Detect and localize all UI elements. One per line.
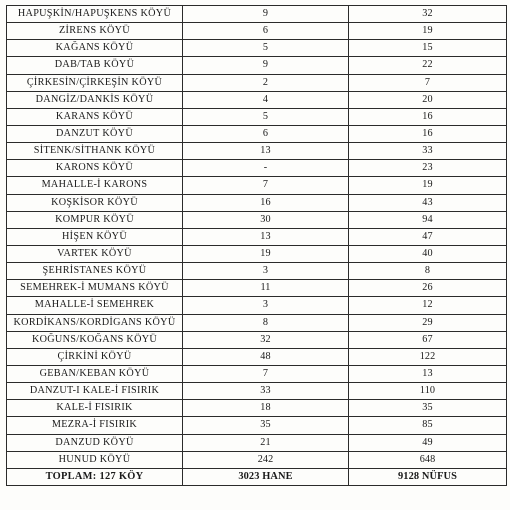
household-count-cell: 9 <box>183 57 349 74</box>
population-count-cell: 20 <box>349 91 507 108</box>
population-count-cell: 110 <box>349 383 507 400</box>
household-count-cell: 18 <box>183 400 349 417</box>
village-name-cell: KALE-İ FISIRIK <box>7 400 183 417</box>
population-count-cell: 33 <box>349 143 507 160</box>
household-count-cell: - <box>183 160 349 177</box>
population-count-cell: 122 <box>349 348 507 365</box>
household-count-cell: 9 <box>183 6 349 23</box>
village-name-cell: HİŞEN KÖYÜ <box>7 228 183 245</box>
table-row <box>7 211 507 228</box>
table-row <box>7 331 507 348</box>
household-count-cell: 21 <box>183 434 349 451</box>
table-row <box>7 74 507 91</box>
village-name-cell: SİTENK/SİTHANK KÖYÜ <box>7 143 183 160</box>
village-name-cell: KOMPUR KÖYÜ <box>7 211 183 228</box>
population-count-cell: 26 <box>349 280 507 297</box>
village-name-cell: HAPUŞKİN/HAPUŞKENS KÖYÜ <box>7 6 183 23</box>
village-name-cell: MEZRA-İ FISIRIK <box>7 417 183 434</box>
village-name-cell: DANGİZ/DANKİS KÖYÜ <box>7 91 183 108</box>
household-count-cell: 33 <box>183 383 349 400</box>
household-count-cell: 16 <box>183 194 349 211</box>
household-count-cell: 11 <box>183 280 349 297</box>
table-row <box>7 245 507 262</box>
village-name-cell: KOŞKİSOR KÖYÜ <box>7 194 183 211</box>
household-count-cell: 5 <box>183 108 349 125</box>
population-count-cell: 8 <box>349 263 507 280</box>
population-count-cell: 648 <box>349 451 507 468</box>
household-count-cell: 4 <box>183 91 349 108</box>
table-row <box>7 314 507 331</box>
population-count-cell: 32 <box>349 6 507 23</box>
population-count-cell: 16 <box>349 108 507 125</box>
household-count-cell: 5 <box>183 40 349 57</box>
population-count-cell: 19 <box>349 23 507 40</box>
table-row <box>7 348 507 365</box>
village-name-cell: VARTEK KÖYÜ <box>7 245 183 262</box>
population-count-cell: 35 <box>349 400 507 417</box>
table-row <box>7 280 507 297</box>
table-row <box>7 177 507 194</box>
table-row <box>7 160 507 177</box>
household-count-cell: 3 <box>183 297 349 314</box>
table-row <box>7 383 507 400</box>
village-name-cell: GEBAN/KEBAN KÖYÜ <box>7 365 183 382</box>
household-count-cell: 6 <box>183 23 349 40</box>
household-count-cell: 7 <box>183 177 349 194</box>
population-count-cell: 16 <box>349 125 507 142</box>
village-name-cell: SEMEHREK-İ MUMANS KÖYÜ <box>7 280 183 297</box>
table-row <box>7 400 507 417</box>
household-count-cell: 35 <box>183 417 349 434</box>
population-count-cell: 67 <box>349 331 507 348</box>
table-row <box>7 40 507 57</box>
table-row <box>7 228 507 245</box>
table-row <box>7 297 507 314</box>
table-row <box>7 57 507 74</box>
population-count-cell: 94 <box>349 211 507 228</box>
village-name-cell: DANZUT-I KALE-İ FISIRIK <box>7 383 183 400</box>
table-row <box>7 6 507 23</box>
village-name-cell: ÇİRKİNİ KÖYÜ <box>7 348 183 365</box>
table-row <box>7 143 507 160</box>
village-name-cell: KARONS KÖYÜ <box>7 160 183 177</box>
household-count-cell: 7 <box>183 365 349 382</box>
total-row <box>7 468 507 485</box>
village-name-cell: ŞEHRİSTANES KÖYÜ <box>7 263 183 280</box>
household-count-cell: 32 <box>183 331 349 348</box>
village-population-table <box>6 5 507 486</box>
table-row <box>7 91 507 108</box>
village-name-cell: MAHALLE-İ SEMEHREK <box>7 297 183 314</box>
household-count-cell: 3 <box>183 263 349 280</box>
population-count-cell: 9128 NÜFUS <box>349 468 507 485</box>
household-count-cell: 8 <box>183 314 349 331</box>
household-count-cell: 19 <box>183 245 349 262</box>
population-count-cell: 12 <box>349 297 507 314</box>
household-count-cell: 3023 HANE <box>183 468 349 485</box>
population-count-cell: 19 <box>349 177 507 194</box>
table-row <box>7 108 507 125</box>
table-row <box>7 417 507 434</box>
table-row <box>7 125 507 142</box>
village-name-cell: KARANS KÖYÜ <box>7 108 183 125</box>
village-name-cell: KORDİKANS/KORDİGANS KÖYÜ <box>7 314 183 331</box>
population-count-cell: 29 <box>349 314 507 331</box>
village-name-cell: ÇİRKESİN/ÇİRKEŞİN KÖYÜ <box>7 74 183 91</box>
village-name-cell: TOPLAM: 127 KÖY <box>7 468 183 485</box>
household-count-cell: 13 <box>183 228 349 245</box>
household-count-cell: 48 <box>183 348 349 365</box>
village-name-cell: DANZUD KÖYÜ <box>7 434 183 451</box>
population-count-cell: 13 <box>349 365 507 382</box>
household-count-cell: 30 <box>183 211 349 228</box>
population-count-cell: 22 <box>349 57 507 74</box>
table-row <box>7 23 507 40</box>
household-count-cell: 6 <box>183 125 349 142</box>
village-name-cell: KAĞANS KÖYÜ <box>7 40 183 57</box>
village-name-cell: KOĞUNS/KOĞANS KÖYÜ <box>7 331 183 348</box>
village-name-cell: HUNUD KÖYÜ <box>7 451 183 468</box>
household-count-cell: 13 <box>183 143 349 160</box>
household-count-cell: 2 <box>183 74 349 91</box>
household-count-cell: 242 <box>183 451 349 468</box>
table-row <box>7 451 507 468</box>
table-row <box>7 365 507 382</box>
village-name-cell: DANZUT KÖYÜ <box>7 125 183 142</box>
population-count-cell: 7 <box>349 74 507 91</box>
population-count-cell: 43 <box>349 194 507 211</box>
population-count-cell: 49 <box>349 434 507 451</box>
table-body <box>7 6 507 486</box>
population-count-cell: 47 <box>349 228 507 245</box>
table-row <box>7 434 507 451</box>
population-count-cell: 15 <box>349 40 507 57</box>
village-name-cell: ZİRENS KÖYÜ <box>7 23 183 40</box>
population-count-cell: 40 <box>349 245 507 262</box>
table-row <box>7 194 507 211</box>
table-row <box>7 263 507 280</box>
village-name-cell: MAHALLE-İ KARONS <box>7 177 183 194</box>
population-count-cell: 23 <box>349 160 507 177</box>
village-name-cell: DAB/TAB KÖYÜ <box>7 57 183 74</box>
population-count-cell: 85 <box>349 417 507 434</box>
